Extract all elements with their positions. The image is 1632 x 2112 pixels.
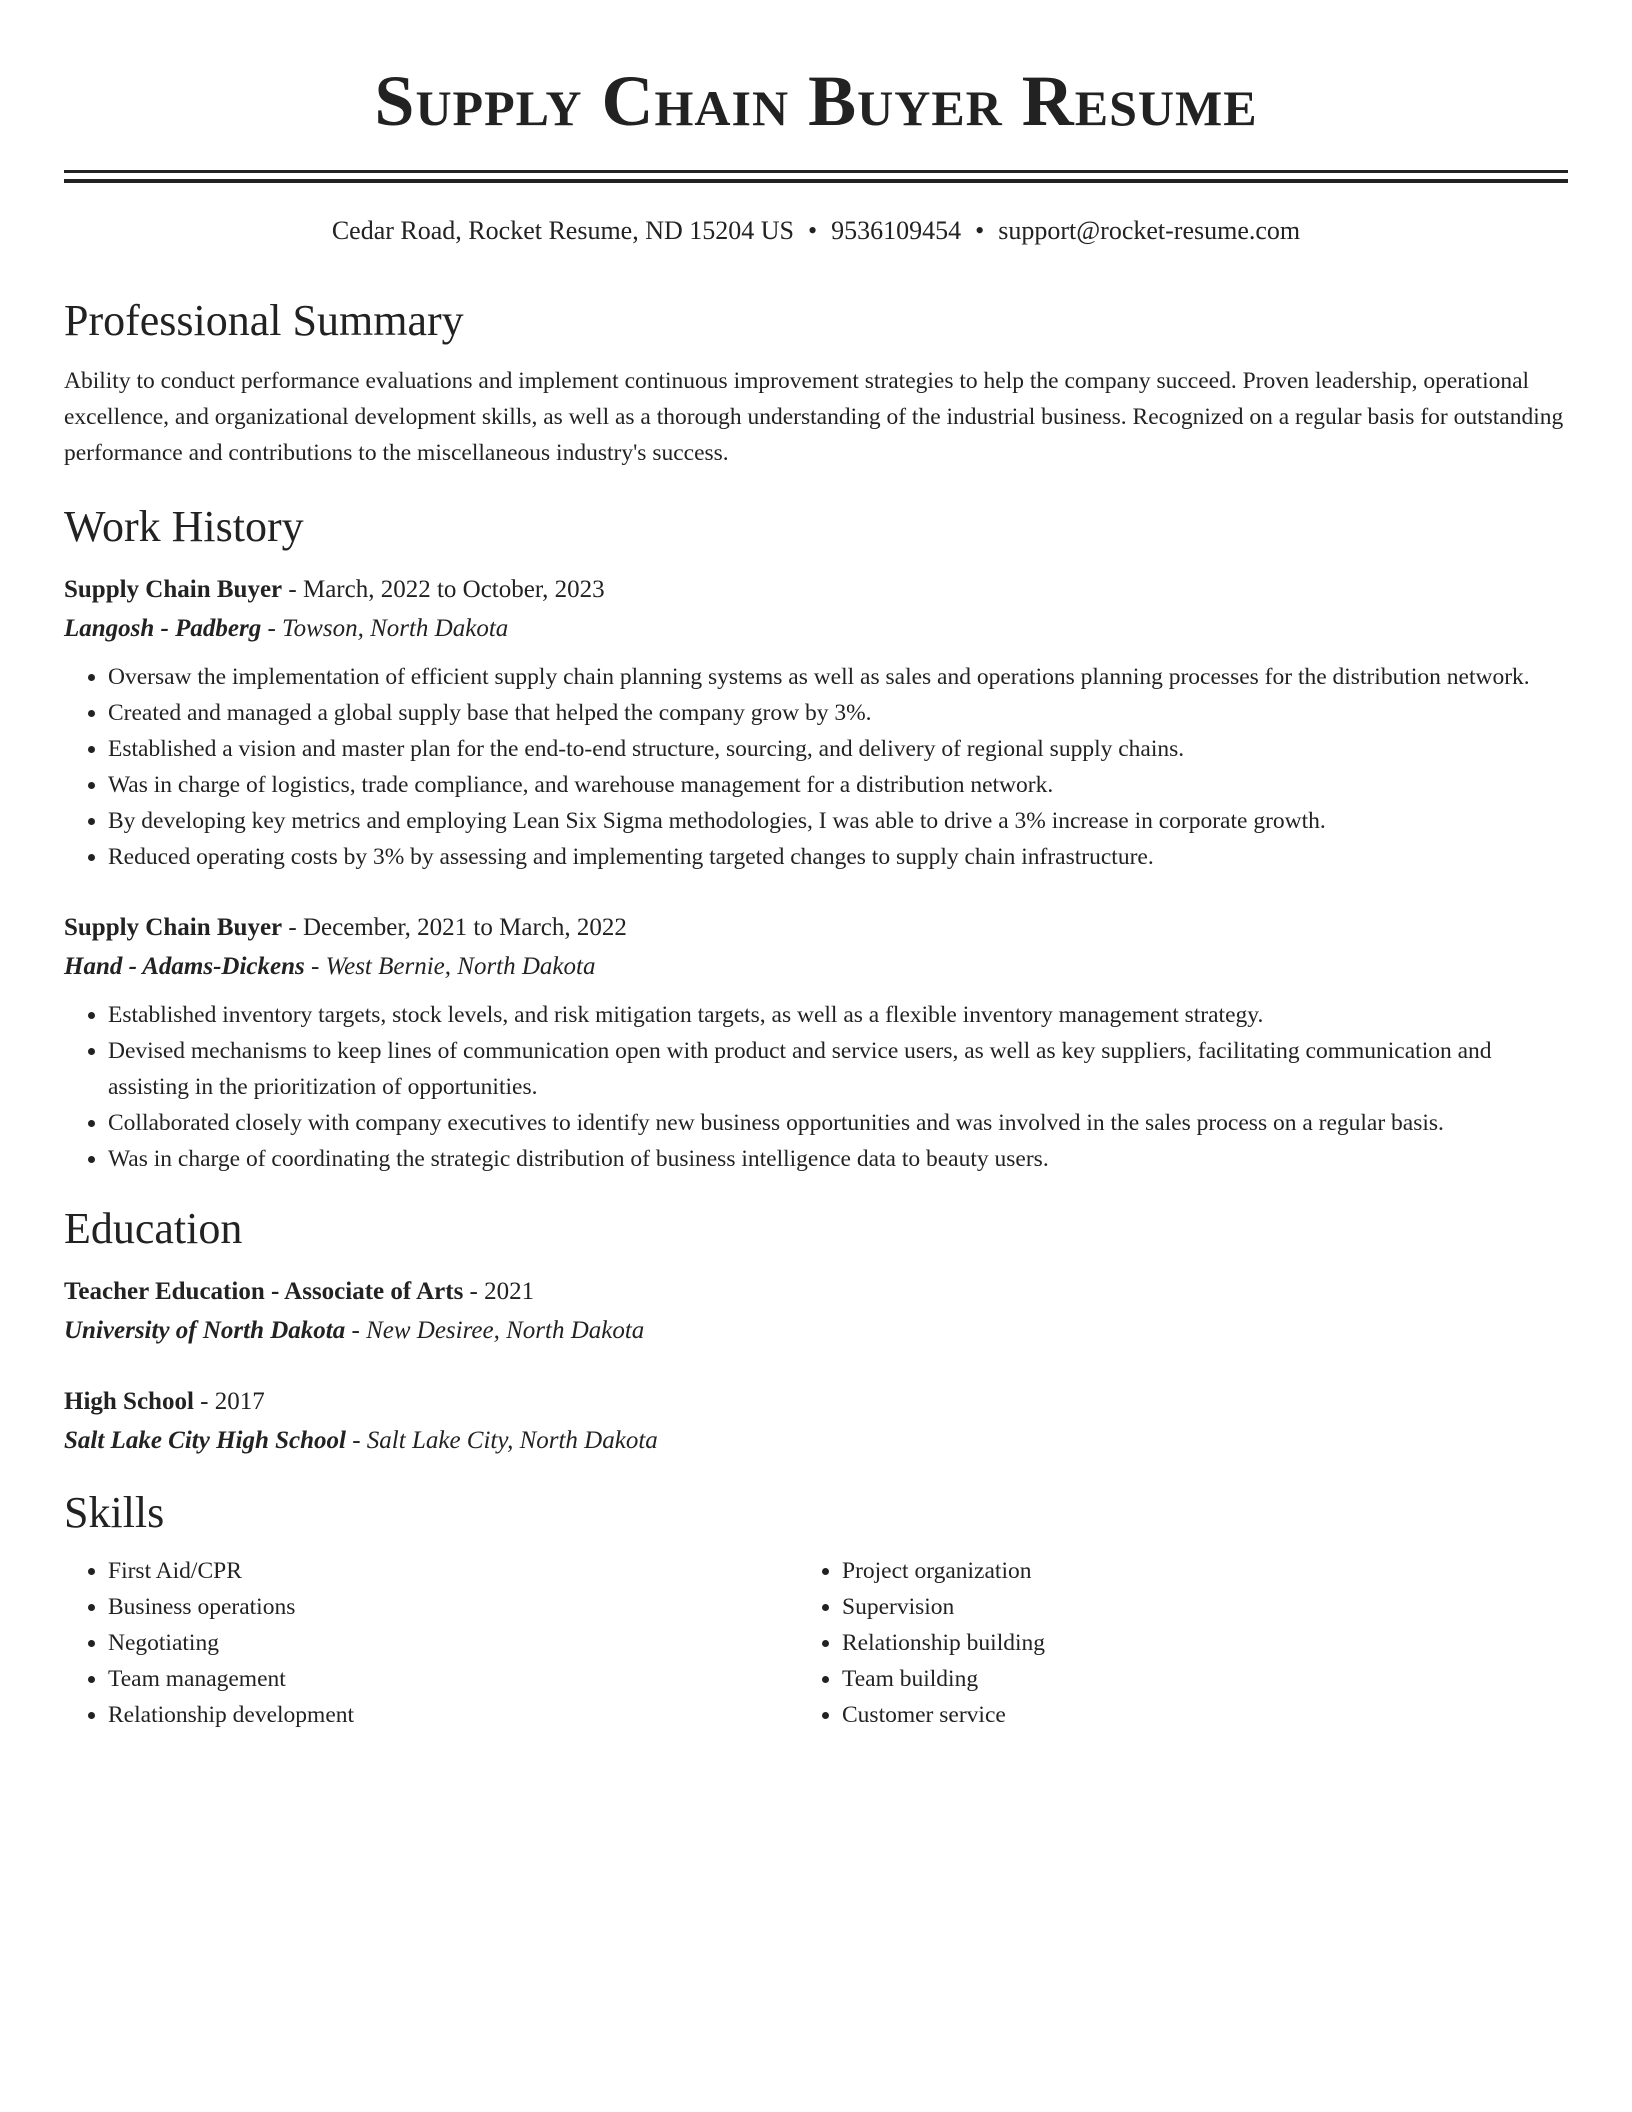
job-title: Supply Chain Buyer xyxy=(64,914,283,941)
job-bullet: • Devised mechanisms to keep lines of communication open with product and service users, as well as key suppliers, facilitating communication and assisting in the prioritization of opportunities. xyxy=(108,1033,1568,1105)
contact-phone: 9536109454 xyxy=(831,216,962,245)
title-divider-thin xyxy=(64,170,1568,173)
skills-list xyxy=(64,1553,1568,1733)
job-bullets xyxy=(64,997,1568,1177)
job-bullets xyxy=(64,659,1568,875)
job-bullet: • Collaborated closely with company executives to identify new business opportunities and was involved in the sales process on a regular basis. xyxy=(108,1105,1568,1141)
skills-heading: Skills xyxy=(64,1488,165,1537)
job-bullet: • Created and managed a global supply base that helped the company grow by 3%. xyxy=(108,695,1568,731)
contact-separator: • xyxy=(808,216,818,245)
job-bullet: • Oversaw the implementation of efficient supply chain planning systems as well as sales and operations planning processes for the distribution network. xyxy=(108,659,1568,695)
skill-item: • Negotiating xyxy=(108,1625,764,1661)
job-bullet: • Was in charge of coordinating the strategic distribution of business intelligence data to beauty users. xyxy=(108,1141,1568,1177)
education-school: University of North Dakota xyxy=(64,1317,346,1344)
skill-item: • Business operations xyxy=(108,1589,764,1625)
job-bullet: • Established inventory targets, stock levels, and risk mitigation targets, as well as a flexible inventory management strategy. xyxy=(108,997,1568,1033)
skill-item: • Supervision xyxy=(842,1589,1464,1625)
work-history-heading: Work History xyxy=(64,502,304,551)
contact-email: support@rocket-resume.com xyxy=(998,216,1301,245)
job-bullet: • Established a vision and master plan for the end-to-end structure, sourcing, and delivery of regional supply chains. xyxy=(108,731,1568,767)
skill-item: • Team building xyxy=(842,1661,1464,1697)
job-location: - Towson, North Dakota xyxy=(261,615,509,642)
job-dates: - March, 2022 to October, 2023 xyxy=(282,576,605,603)
job-company: Langosh - Padberg xyxy=(64,615,262,642)
education-degree-line xyxy=(64,1383,1568,1421)
skill-item: • Relationship building xyxy=(842,1625,1464,1661)
contact-line xyxy=(64,213,1568,249)
skills-column-right xyxy=(764,1553,1464,1733)
title-divider-thick xyxy=(64,179,1568,183)
education-location: - Salt Lake City, North Dakota xyxy=(345,1427,658,1454)
contact-separator: • xyxy=(975,216,985,245)
job-bullet: • Was in charge of logistics, trade compliance, and warehouse management for a distribution network. xyxy=(108,767,1568,803)
job-title-line xyxy=(64,909,1568,947)
education-degree: High School xyxy=(64,1388,194,1415)
contact-address: Cedar Road, Rocket Resume, ND 15204 US xyxy=(331,216,795,245)
job-bullet: • Reduced operating costs by 3% by assessing and implementing targeted changes to supply chain infrastructure. xyxy=(108,839,1568,875)
job-title: Supply Chain Buyer xyxy=(64,576,283,603)
job-company-line xyxy=(64,947,1568,987)
education-school-line xyxy=(64,1421,1568,1461)
education-location: - New Desiree, North Dakota xyxy=(345,1317,645,1344)
job-bullet: • By developing key metrics and employing Lean Six Sigma methodologies, I was able to drive a 3% increase in corporate growth. xyxy=(108,803,1568,839)
education-year: - 2017 xyxy=(193,1388,265,1415)
education-entry xyxy=(64,1273,1568,1351)
skill-item: • First Aid/CPR xyxy=(108,1553,764,1589)
job-title-line xyxy=(64,571,1568,609)
skill-item: • Relationship development xyxy=(108,1697,764,1733)
skill-item: • Customer service xyxy=(842,1697,1464,1733)
job-entry xyxy=(64,909,1568,1177)
job-location: - West Bernie, North Dakota xyxy=(304,953,596,980)
education-year: - 2021 xyxy=(463,1278,535,1305)
resume-title: Supply Chain Buyer Resume xyxy=(374,61,1258,141)
education-entry xyxy=(64,1383,1568,1461)
summary-heading: Professional Summary xyxy=(64,296,464,345)
job-entry xyxy=(64,571,1568,875)
skill-item: • Team management xyxy=(108,1661,764,1697)
skill-item: • Project organization xyxy=(842,1553,1464,1589)
education-degree-line xyxy=(64,1273,1568,1311)
summary-text: Ability to conduct performance evaluations and implement continuous improvement strategies to help the company succeed. Proven leadership, operational excellence, and organizational development skills, as well as a thorough understanding of the industrial business. Recognized on a regular basis for outstanding performance and contributions to the miscellaneous industry's success. xyxy=(64,368,1564,466)
job-dates: - December, 2021 to March, 2022 xyxy=(282,914,627,941)
job-company: Hand - Adams-Dickens xyxy=(64,953,305,980)
education-school-line xyxy=(64,1311,1568,1351)
skills-column-left xyxy=(64,1553,764,1733)
education-heading: Education xyxy=(64,1204,243,1253)
job-company-line xyxy=(64,609,1568,649)
education-degree: Teacher Education - Associate of Arts xyxy=(64,1278,464,1305)
education-school: Salt Lake City High School xyxy=(64,1427,346,1454)
